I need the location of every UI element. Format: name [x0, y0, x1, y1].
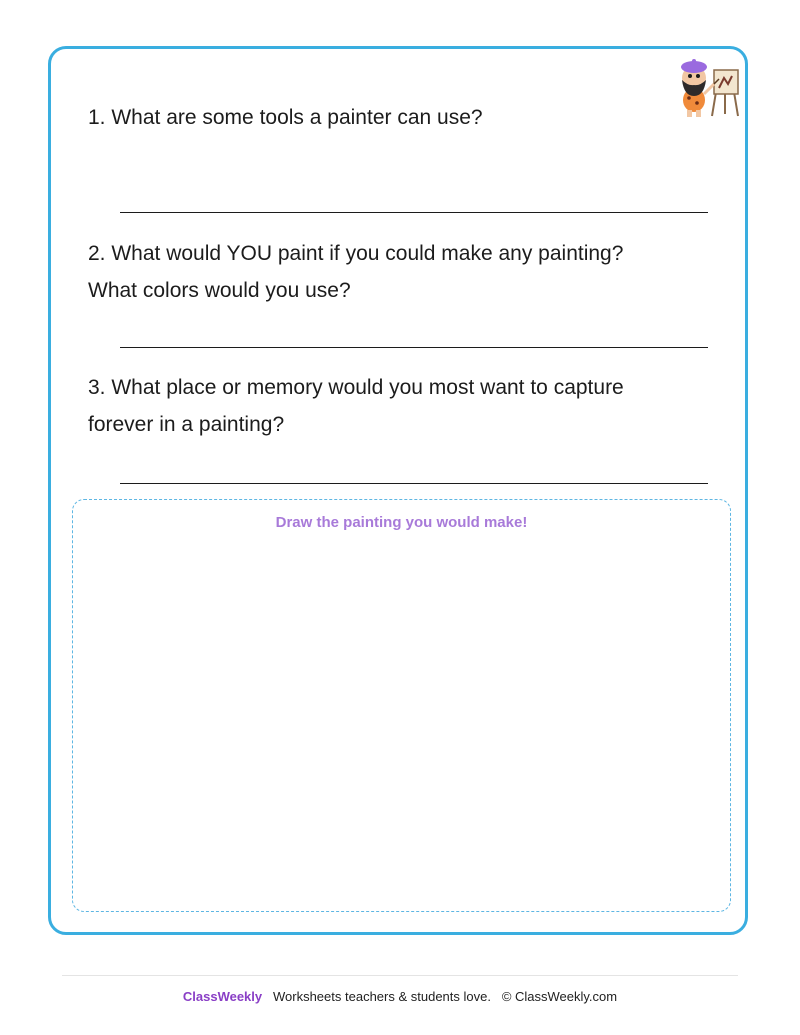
drawing-area[interactable]: [72, 499, 731, 912]
footer-divider: [62, 975, 738, 976]
drawing-prompt: Draw the painting you would make!: [275, 514, 528, 531]
question-3-line-1: 3. What place or memory would you most want to capture: [88, 376, 624, 399]
question-1-text: 1. What are some tools a painter can use?: [88, 106, 483, 129]
question-2-line-1: 2. What would YOU paint if you could make any painting?: [88, 242, 624, 265]
answer-line-1[interactable]: [120, 212, 708, 213]
question-2-line-2: What colors would you use?: [88, 279, 351, 302]
answer-line-2[interactable]: [120, 347, 708, 348]
footer-copyright: © ClassWeekly.com: [501, 989, 618, 1004]
answer-line-3[interactable]: [120, 483, 708, 484]
question-3-line-2: forever in a painting?: [88, 413, 285, 436]
footer-brand: ClassWeekly: [182, 989, 263, 1004]
footer-tagline: Worksheets teachers & students love.: [272, 989, 491, 1004]
question-2: [88, 235, 688, 309]
footer: [0, 989, 800, 1004]
question-3: [88, 369, 688, 443]
question-1: [88, 99, 688, 136]
